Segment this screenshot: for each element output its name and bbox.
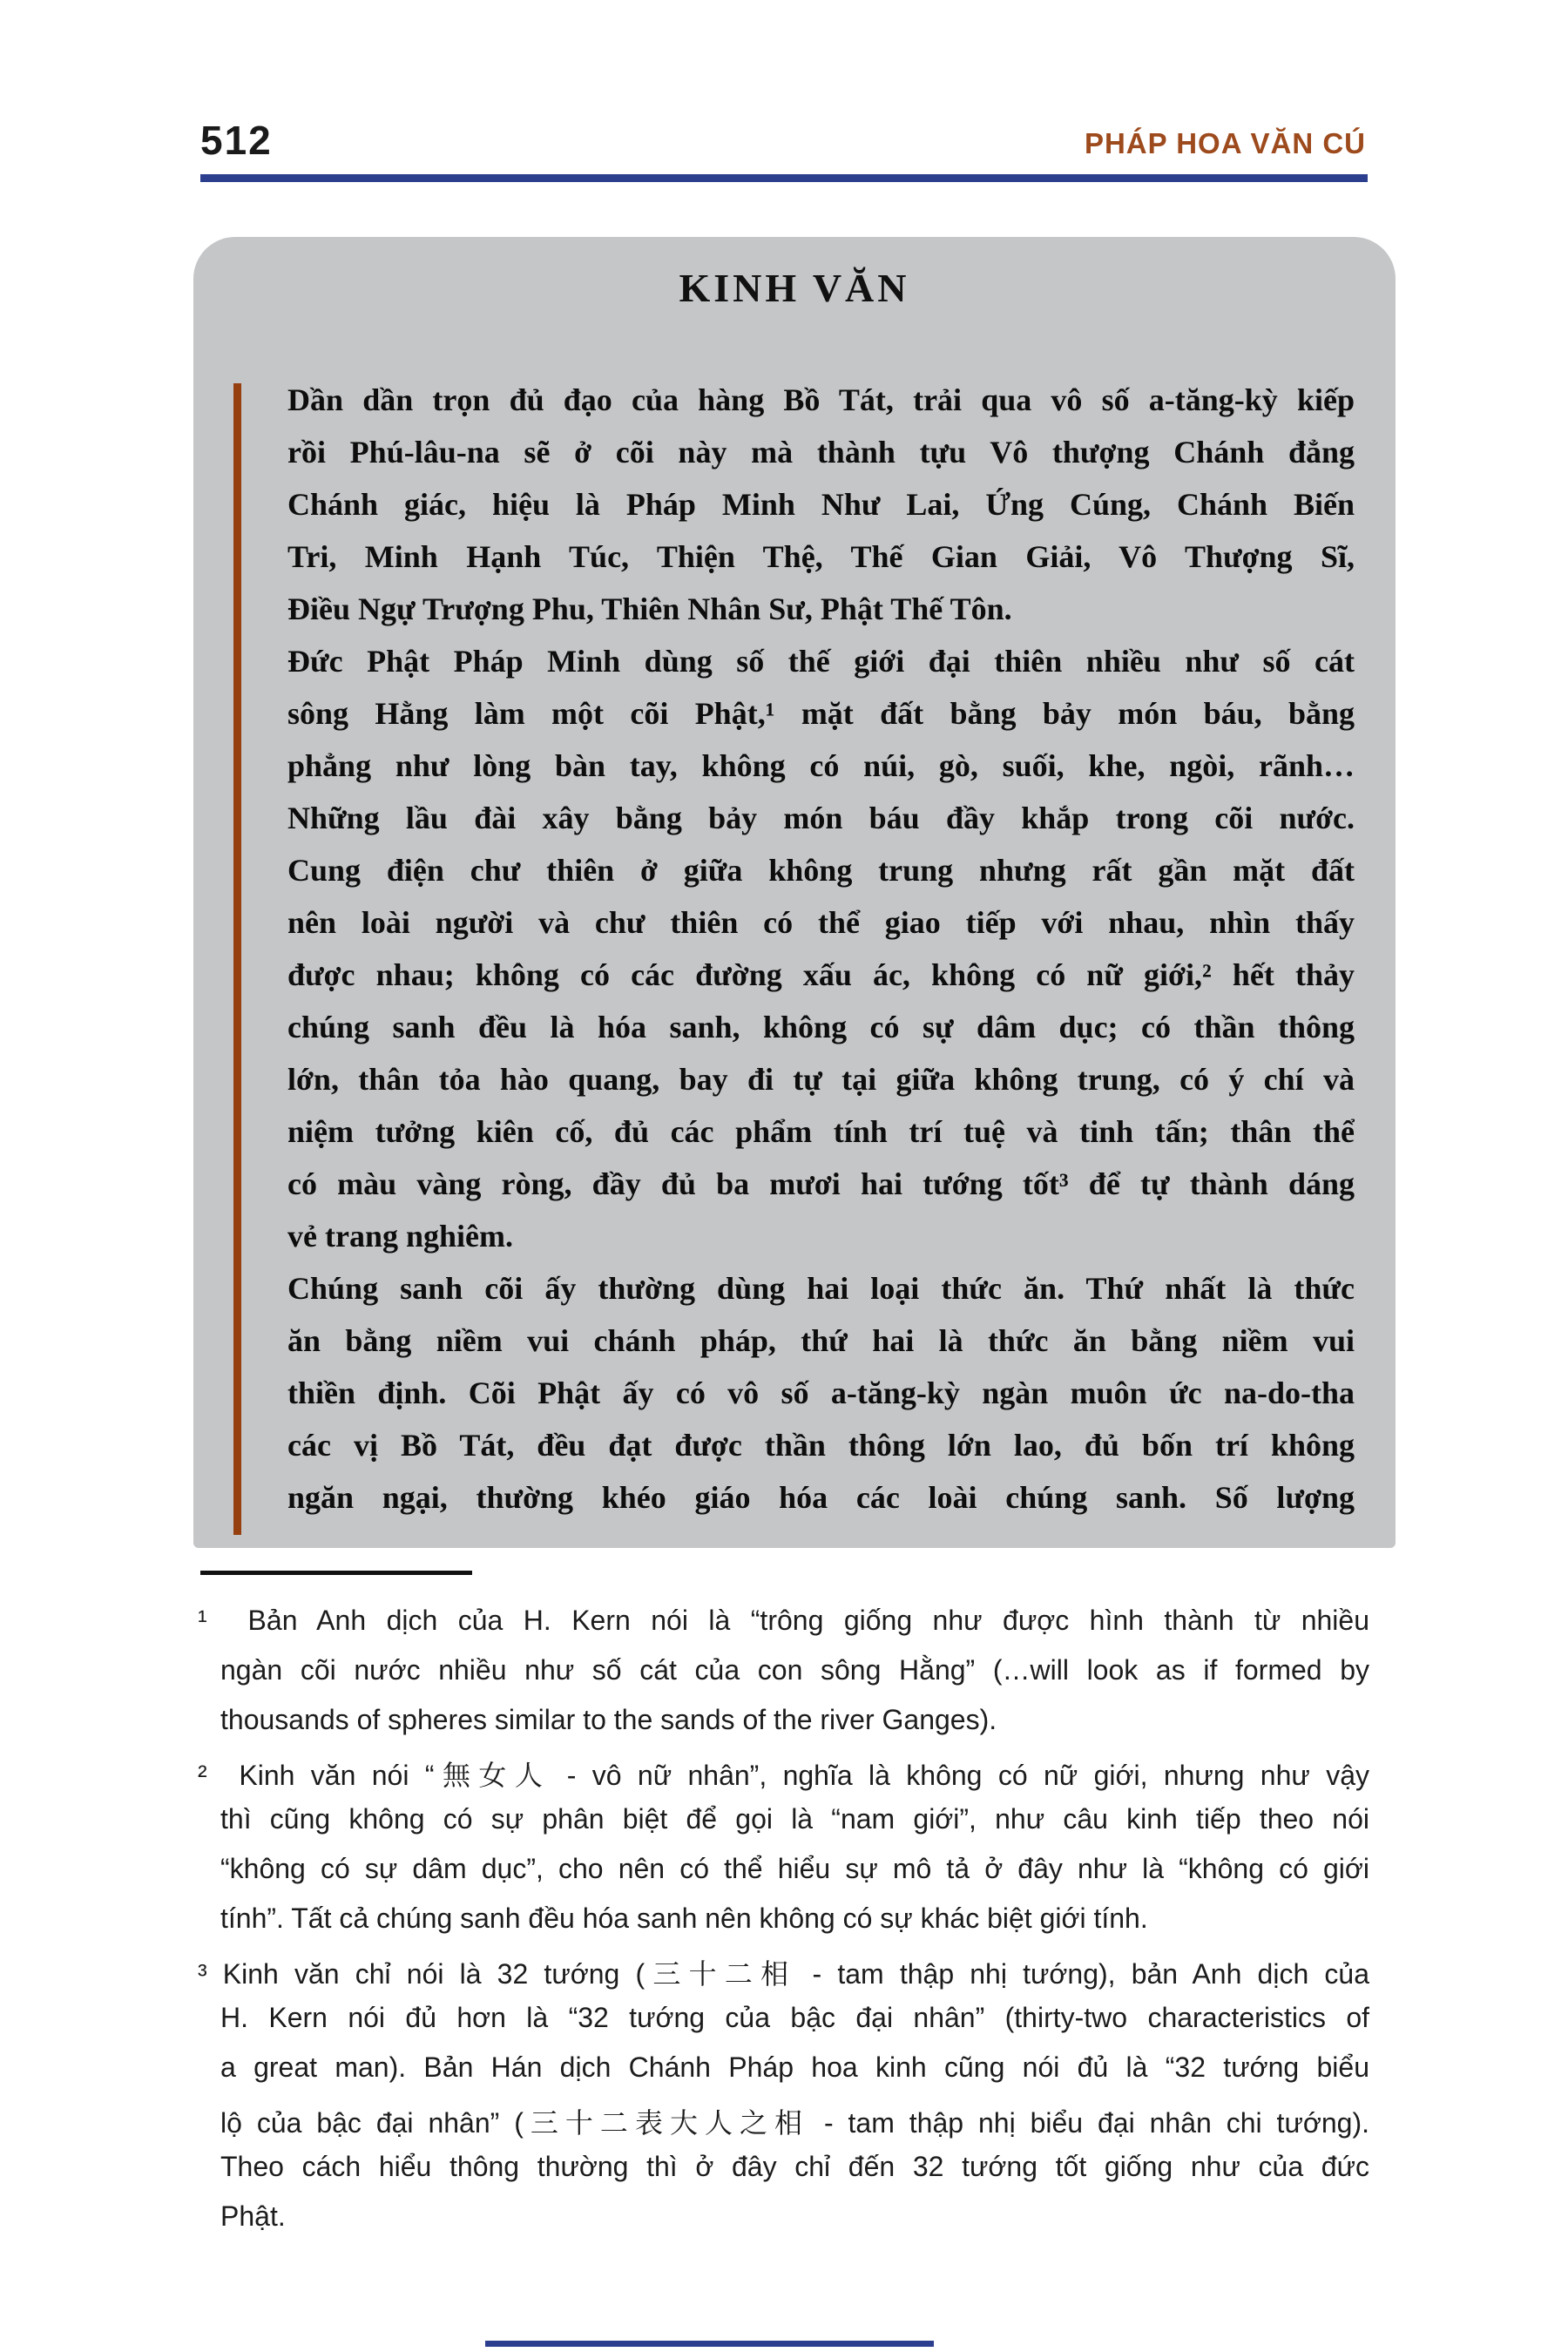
footnote-line: Theo cách hiểu thông thường thì ở đây chỉ đến 32 tướng tốt giống như của đức bbox=[220, 2151, 1369, 2182]
scripture-line: niệm tưởng kiên cố, đủ các phẩm tính trí tuệ và tinh tấn; thân thể bbox=[287, 1114, 1355, 1149]
footer-rule bbox=[485, 2341, 934, 2347]
footnote-1 bbox=[198, 1605, 1369, 1754]
scripture-text bbox=[287, 382, 1355, 1531]
scripture-line: thiền định. Cõi Phật ấy có vô số a-tăng-kỳ ngàn muôn ức na-do-tha bbox=[287, 1375, 1355, 1410]
footnote-3 bbox=[198, 1952, 1369, 2250]
quote-bar bbox=[233, 383, 241, 1535]
scripture-line: Cung điện chư thiên ở giữa không trung nhưng rất gần mặt đất bbox=[287, 853, 1355, 888]
footnote-line: ngàn cõi nước nhiều như số cát của con sông Hằng” (…will look as if formed by bbox=[220, 1654, 1369, 1686]
footnote-line: a great man). Bản Hán dịch Chánh Pháp hoa kinh cũng nói đủ là “32 tướng biểu bbox=[220, 2051, 1369, 2083]
footnote-line: “không có sự dâm dục”, cho nên có thể hiểu sự mô tả ở đây như là “không có giới bbox=[220, 1853, 1369, 1884]
scripture-line: Điều Ngự Trượng Phu, Thiên Nhân Sư, Phật Thế Tôn. bbox=[287, 591, 1012, 626]
footnote-line: ³ Kinh văn chỉ nói là 32 tướng (三十二相 - tam thập nhị tướng), bản Anh dịch của bbox=[198, 1958, 1369, 1990]
scripture-line: Chúng sanh cõi ấy thường dùng hai loại thức ăn. Thứ nhất là thức bbox=[287, 1271, 1355, 1306]
scripture-line: phẳng như lòng bàn tay, không có núi, gò, suối, khe, ngòi, rãnh… bbox=[287, 748, 1355, 783]
header-rule bbox=[200, 174, 1368, 182]
footnote-line: tính”. Tất cả chúng sanh đều hóa sanh nên không có sự khác biệt giới tính. bbox=[220, 1903, 1148, 1934]
footnote-line: thì cũng không có sự phân biệt để gọi là “nam giới”, như câu kinh tiếp theo nói bbox=[220, 1803, 1369, 1835]
footnote-line: lộ của bậc đại nhân” (三十二表大人之相 - tam thập nhị biểu đại nhân chi tướng). bbox=[220, 2107, 1369, 2139]
scripture-line: được nhau; không có các đường xấu ác, không có nữ giới,² hết thảy bbox=[287, 957, 1355, 992]
footnote-2 bbox=[198, 1754, 1369, 1952]
footnote-line: ¹ Bản Anh dịch của H. Kern nói là “trông giống như được hình thành từ nhiều bbox=[198, 1605, 1369, 1636]
scripture-line: rồi Phú-lâu-na sẽ ở cõi này mà thành tựu Vô thượng Chánh đẳng bbox=[287, 435, 1355, 470]
footnote-line: H. Kern nói đủ hơn là “32 tướng của bậc đại nhân” (thirty-two characteristics of bbox=[220, 2002, 1369, 2033]
scripture-line: chúng sanh đều là hóa sanh, không có sự dâm dục; có thần thông bbox=[287, 1010, 1355, 1044]
scripture-line: ăn bằng niềm vui chánh pháp, thứ hai là thức ăn bằng niềm vui bbox=[287, 1323, 1355, 1358]
scripture-box bbox=[193, 237, 1396, 1548]
scripture-line: lớn, thân tỏa hào quang, bay đi tự tại giữa không trung, có ý chí và bbox=[287, 1062, 1355, 1097]
footnotes bbox=[198, 1605, 1369, 2250]
scripture-line: sông Hằng làm một cõi Phật,¹ mặt đất bằng bảy món báu, bằng bbox=[287, 696, 1355, 731]
scripture-line: các vị Bồ Tát, đều đạt được thần thông lớn lao, đủ bốn trí không bbox=[287, 1428, 1355, 1463]
scripture-line: Đức Phật Pháp Minh dùng số thế giới đại thiên nhiều như số cát bbox=[287, 644, 1355, 679]
footnote-line: ² Kinh văn nói “無女人 - vô nữ nhân”, nghĩa là không có nữ giới, nhưng như vậy bbox=[198, 1760, 1369, 1791]
scripture-line: ngăn ngại, thường khéo giáo hóa các loài chúng sanh. Số lượng bbox=[287, 1480, 1355, 1515]
footnote-line: Phật. bbox=[220, 2200, 286, 2232]
scripture-line: Dần dần trọn đủ đạo của hàng Bồ Tát, trải qua vô số a-tăng-kỳ kiếp bbox=[287, 382, 1355, 417]
scripture-line: Tri, Minh Hạnh Túc, Thiện Thệ, Thế Gian Giải, Vô Thượng Sĩ, bbox=[287, 539, 1355, 574]
footnote-line: thousands of spheres similar to the sands of the river Ganges). bbox=[220, 1704, 997, 1735]
scripture-line: Chánh giác, hiệu là Pháp Minh Như Lai, Ứng Cúng, Chánh Biến bbox=[287, 487, 1355, 522]
page-number: 512 bbox=[200, 118, 273, 163]
footnote-separator bbox=[200, 1571, 472, 1575]
scripture-line: có màu vàng ròng, đầy đủ ba mươi hai tướng tốt³ để tự thành dáng bbox=[287, 1166, 1355, 1201]
scripture-line: vẻ trang nghiêm. bbox=[287, 1219, 513, 1254]
scripture-line: nên loài người và chư thiên có thể giao tiếp với nhau, nhìn thấy bbox=[287, 905, 1355, 940]
running-header: PHÁP HOA VĂN CÚ bbox=[1084, 127, 1366, 159]
scripture-line: Những lầu đài xây bằng bảy món báu đầy khắp trong cõi nước. bbox=[287, 801, 1355, 835]
scripture-title: KINH VĂN bbox=[679, 266, 910, 310]
